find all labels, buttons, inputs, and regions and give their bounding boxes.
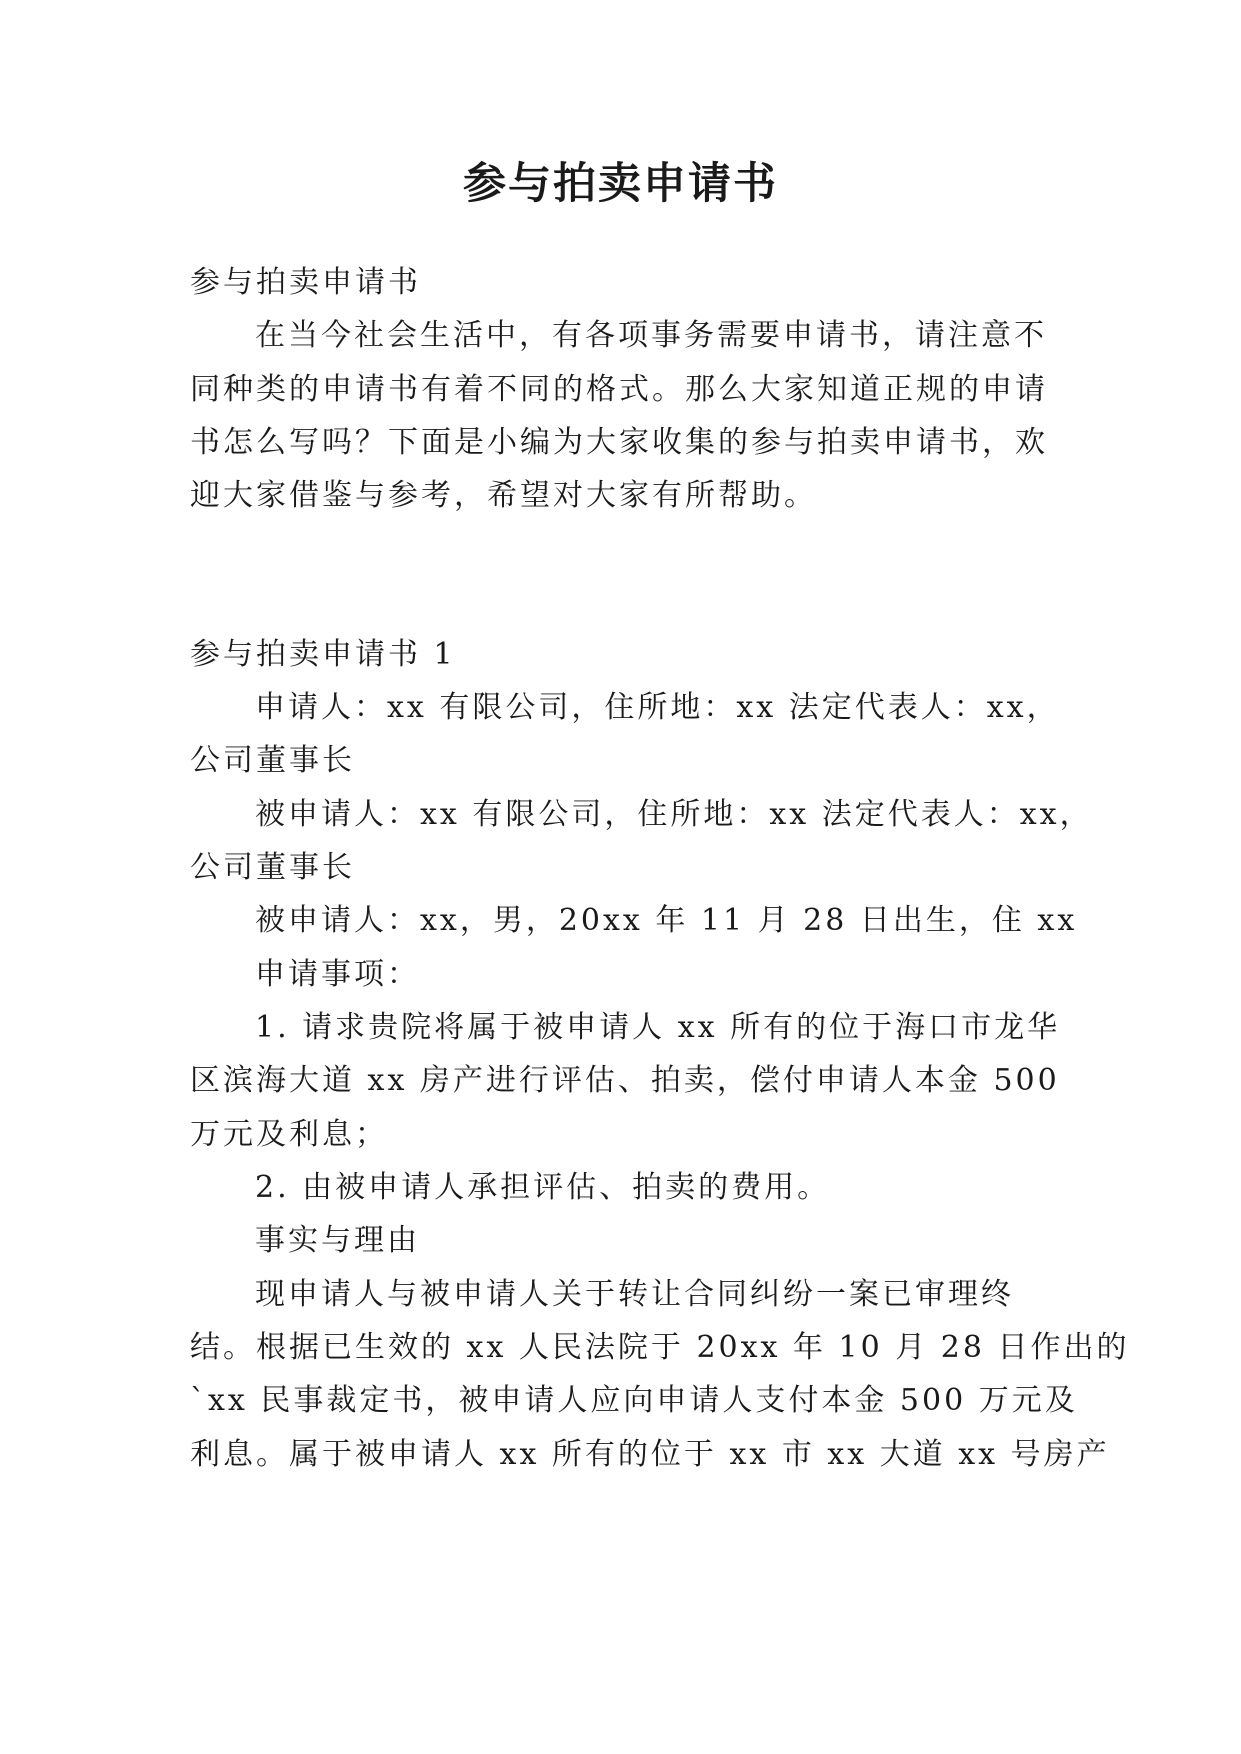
applicant-line: 申请人：xx 有限公司，住所地：xx 法定代表人：xx， <box>255 690 1060 725</box>
request-heading: 申请事项： <box>255 957 420 992</box>
request-item-line: 2. 由被申请人承担评估、拍卖的费用。 <box>255 1170 831 1205</box>
facts-heading: 事实与理由 <box>255 1223 420 1258</box>
respondent-line: 公司董事长 <box>190 850 355 885</box>
intro-paragraph-line: 书怎么写吗？下面是小编为大家收集的参与拍卖申请书，欢 <box>190 425 1048 460</box>
facts-paragraph-line: 现申请人与被申请人关于转让合同纠纷一案已审理终 <box>255 1277 1014 1312</box>
respondent-line: 被申请人：xx，男，20xx 年 11 月 28 日出生，住 xx <box>255 903 1078 938</box>
facts-paragraph-line: 结。根据已生效的 xx 人民法院于 20xx 年 10 月 28 日作出的 <box>190 1330 1130 1365</box>
request-item-line: 1. 请求贵院将属于被申请人 xx 所有的位于海口市龙华 <box>255 1010 1061 1045</box>
intro-paragraph-line: 在当今社会生活中，有各项事务需要申请书，请注意不 <box>255 318 1047 353</box>
intro-paragraph-line: 同种类的申请书有着不同的格式。那么大家知道正规的申请 <box>190 372 1048 407</box>
section-heading: 参与拍卖申请书 <box>190 265 421 300</box>
respondent-line: 被申请人：xx 有限公司，住所地：xx 法定代表人：xx， <box>255 797 1093 832</box>
page-title: 参与拍卖申请书 <box>463 159 778 209</box>
applicant-line: 公司董事长 <box>190 743 355 778</box>
facts-paragraph-line: `xx 民事裁定书，被申请人应向申请人支付本金 500 万元及 <box>190 1383 1078 1418</box>
section-heading-1: 参与拍卖申请书 1 <box>190 637 456 672</box>
request-item-line: 区滨海大道 xx 房产进行评估、拍卖，偿付申请人本金 500 <box>190 1063 1060 1098</box>
facts-paragraph-line: 利息。属于被申请人 xx 所有的位于 xx 市 xx 大道 xx 号房产 <box>190 1437 1110 1472</box>
intro-paragraph-line: 迎大家借鉴与参考，希望对大家有所帮助。 <box>190 478 817 513</box>
request-item-line: 万元及利息； <box>190 1117 388 1152</box>
